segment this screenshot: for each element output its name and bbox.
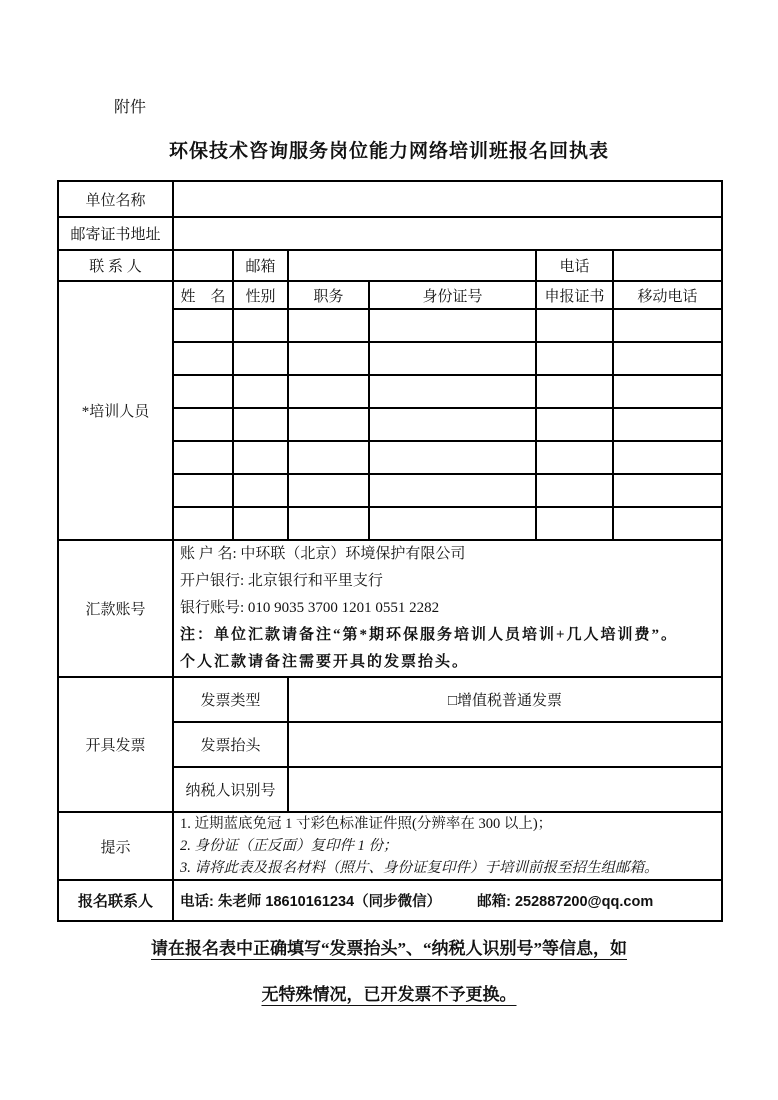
trainee-col-gender: 性别 [233, 281, 288, 309]
trainee-certificate-field[interactable] [536, 441, 613, 474]
trainee-mobile-field[interactable] [613, 309, 722, 342]
trainee-mobile-field[interactable] [613, 408, 722, 441]
trainee-position-field[interactable] [288, 309, 369, 342]
contact-person-label: 联 系 人 [58, 250, 173, 281]
trainee-mobile-field[interactable] [613, 507, 722, 540]
trainee-mobile-field[interactable] [613, 342, 722, 375]
remittance-note-line2: 个人汇款请备注需要开具的发票抬头。 [180, 654, 470, 670]
trainee-position-field[interactable] [288, 342, 369, 375]
footer-notice [0, 926, 778, 1018]
trainee-gender-field[interactable] [233, 441, 288, 474]
tips-content [173, 812, 722, 880]
tips-label: 提示 [58, 812, 173, 880]
trainee-certificate-field[interactable] [536, 474, 613, 507]
remittance-note-line1: 注：单位汇款请备注“第*期环保服务培训人员培训+几人培训费”。 [180, 627, 679, 643]
trainee-name-field[interactable] [173, 441, 233, 474]
contact-phone-label: 电话 [536, 250, 613, 281]
remittance-account-number: 银行账号: 010 9035 3700 1201 0551 2282 [180, 600, 440, 616]
trainee-gender-field[interactable] [233, 375, 288, 408]
trainee-col-id-number: 身份证号 [369, 281, 536, 309]
contact-email-field[interactable] [288, 250, 536, 281]
trainee-name-field[interactable] [173, 309, 233, 342]
trainee-col-certificate: 申报证书 [536, 281, 613, 309]
registration-contact-label: 报名联系人 [58, 880, 173, 921]
trainee-mobile-field[interactable] [613, 441, 722, 474]
remittance-bank: 开户银行: 北京银行和平里支行 [180, 573, 383, 589]
trainee-mobile-field[interactable] [613, 375, 722, 408]
trainee-name-field[interactable] [173, 408, 233, 441]
invoice-type-label: 发票类型 [173, 677, 288, 722]
trainee-certificate-field[interactable] [536, 408, 613, 441]
registration-contact-info [173, 880, 722, 921]
trainee-position-field[interactable] [288, 441, 369, 474]
invoice-type-row [58, 677, 722, 722]
trainee-position-field[interactable] [288, 507, 369, 540]
tips-row [58, 812, 722, 880]
remittance-details [173, 540, 722, 677]
trainee-gender-field[interactable] [233, 342, 288, 375]
trainee-col-mobile: 移动电话 [613, 281, 722, 309]
trainee-certificate-field[interactable] [536, 342, 613, 375]
trainee-position-field[interactable] [288, 375, 369, 408]
trainee-gender-field[interactable] [233, 309, 288, 342]
trainee-position-field[interactable] [288, 474, 369, 507]
invoice-title-field[interactable] [288, 722, 722, 767]
trainee-col-name: 姓 名 [173, 281, 233, 309]
trainee-name-field[interactable] [173, 342, 233, 375]
trainee-certificate-field[interactable] [536, 375, 613, 408]
contact-person-field[interactable] [173, 250, 233, 281]
mailing-address-row [58, 217, 722, 250]
trainee-header-row [58, 281, 722, 309]
contact-person-row [58, 250, 722, 281]
trainee-id-field[interactable] [369, 441, 536, 474]
attachment-label: 附件 [114, 99, 147, 116]
contact-phone-field[interactable] [613, 250, 722, 281]
trainee-position-field[interactable] [288, 408, 369, 441]
trainee-id-field[interactable] [369, 408, 536, 441]
trainee-id-field[interactable] [369, 507, 536, 540]
invoice-label: 开具发票 [58, 677, 173, 812]
registration-form-table [57, 180, 723, 922]
trainee-id-field[interactable] [369, 375, 536, 408]
trainee-col-position: 职务 [288, 281, 369, 309]
contact-email-label: 邮箱 [233, 250, 288, 281]
tip-item-1: 1. 近期蓝底免冠 1 寸彩色标准证件照(分辨率在 300 以上)； [180, 816, 553, 832]
mailing-address-label: 邮寄证书地址 [58, 217, 173, 250]
footer-notice-line1: 请在报名表中正确填写“发票抬头”、“纳税人识别号”等信息，如 [151, 939, 627, 958]
taxpayer-id-field[interactable] [288, 767, 722, 812]
trainee-id-field[interactable] [369, 309, 536, 342]
unit-name-field[interactable] [173, 181, 722, 217]
trainee-certificate-field[interactable] [536, 309, 613, 342]
unit-name-row [58, 181, 722, 217]
invoice-type-checkbox-option[interactable]: □增值税普通发票 [288, 677, 722, 722]
trainee-id-field[interactable] [369, 474, 536, 507]
page-title: 环保技术咨询服务岗位能力网络培训班报名回执表 [168, 141, 609, 162]
tip-item-3: 3. 请将此表及报名材料（照片、身份证复印件）于培训前报至招生组邮箱。 [180, 860, 659, 876]
registration-contact-phone: 电话: 朱老师 18610161234（同步微信） [180, 894, 442, 910]
remittance-row [58, 540, 722, 677]
trainee-name-field[interactable] [173, 507, 233, 540]
tip-item-2: 2. 身份证（正反面）复印件 1 份； [180, 838, 398, 854]
unit-name-label: 单位名称 [58, 181, 173, 217]
trainee-name-field[interactable] [173, 375, 233, 408]
registration-contact-email: 邮箱: 252887200@qq.com [477, 894, 654, 910]
remittance-account-name: 账 户 名: 中环联（北京）环境保护有限公司 [180, 546, 466, 562]
taxpayer-id-label: 纳税人识别号 [173, 767, 288, 812]
trainee-gender-field[interactable] [233, 408, 288, 441]
invoice-title-label: 发票抬头 [173, 722, 288, 767]
trainee-mobile-field[interactable] [613, 474, 722, 507]
registration-contact-row [58, 880, 722, 921]
remittance-label: 汇款账号 [58, 540, 173, 677]
footer-notice-line2: 无特殊情况，已开发票不予更换。 [261, 985, 517, 1004]
mailing-address-field[interactable] [173, 217, 722, 250]
trainees-label: *培训人员 [58, 281, 173, 540]
trainee-gender-field[interactable] [233, 474, 288, 507]
trainee-name-field[interactable] [173, 474, 233, 507]
trainee-certificate-field[interactable] [536, 507, 613, 540]
trainee-gender-field[interactable] [233, 507, 288, 540]
trainee-id-field[interactable] [369, 342, 536, 375]
